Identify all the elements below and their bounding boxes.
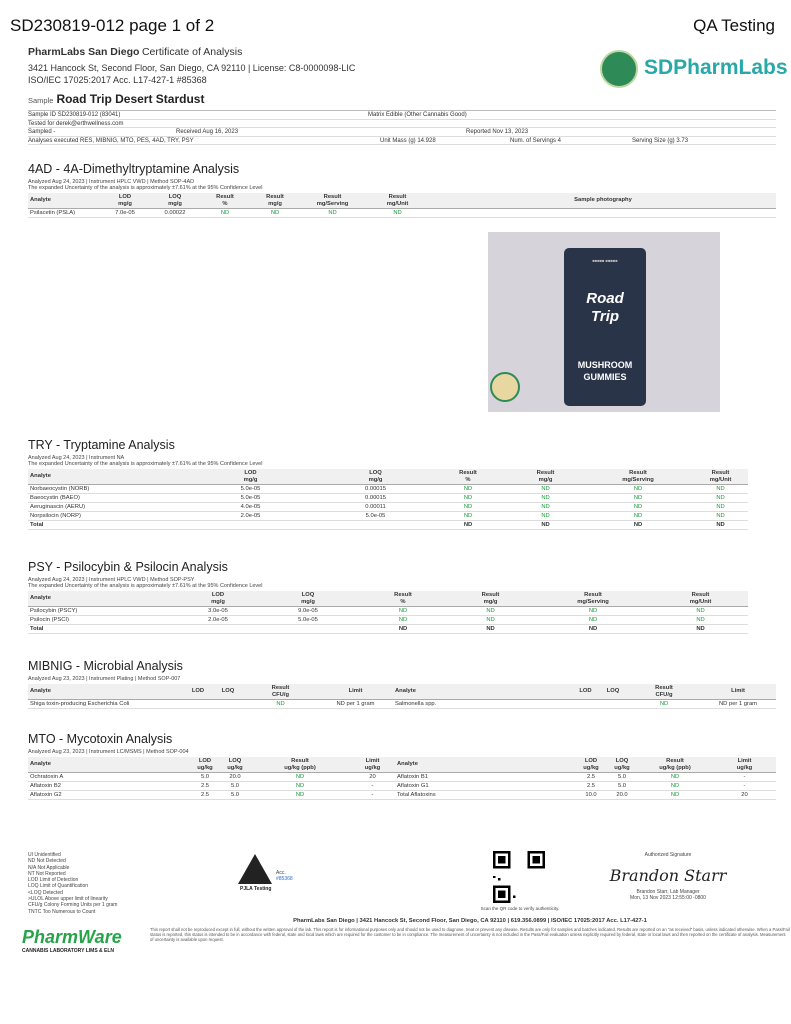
table-cell: 0.00015: [323, 494, 428, 503]
table-cell: 3.0e-05: [178, 607, 258, 616]
table-psy: [28, 591, 748, 634]
table-cell: Aflatoxin B1: [395, 773, 575, 782]
pjla-badge: [232, 852, 302, 910]
column-header: LOQ mg/g: [258, 591, 358, 607]
table-cell: 2.0e-05: [178, 512, 323, 521]
page-header: [0, 10, 791, 38]
column-header: Result mg/Serving: [583, 469, 693, 485]
column-header: Limit ug/kg: [713, 757, 776, 773]
table-row: [28, 782, 776, 791]
column-header: Limit: [700, 684, 776, 700]
legend-item: UI Unidentified: [28, 852, 61, 858]
mushroom-logo-icon: [600, 50, 638, 88]
table-row: [28, 625, 748, 634]
column-header: Result mg/g: [508, 469, 583, 485]
table-cell: ND: [508, 512, 583, 521]
table-cell: 7.0e-05: [100, 209, 150, 218]
table-cell: Psilacetin (PSLA): [28, 209, 100, 218]
table-cell: ND: [693, 521, 748, 530]
table-cell: ND: [508, 503, 583, 512]
table-cell: Aeruginascin (AERU): [28, 503, 178, 512]
table-cell: Total: [28, 521, 178, 530]
meta-unit-mass: Unit Mass (g) 14.928: [380, 137, 436, 144]
table-cell: ND: [533, 616, 653, 625]
table-cell: 20: [713, 791, 776, 800]
table-cell: 2.0e-05: [178, 616, 258, 625]
table-cell: ND: [637, 773, 713, 782]
column-header: Result ug/kg (ppb): [250, 757, 350, 773]
meta-tested-for: Tested for derek@erthwellness.com: [28, 120, 124, 127]
table-cell: 0.00015: [323, 485, 428, 494]
pharmware-name: PharmWare: [22, 927, 122, 947]
bag-line-4: GUMMIES: [583, 372, 627, 382]
table-cell: 5.0e-05: [323, 512, 428, 521]
pjla-label: PJLA Testing: [240, 886, 272, 892]
table-cell: 5.0: [190, 773, 220, 782]
table-cell: ND per 1 gram: [700, 700, 776, 709]
bag-line-1: Road: [586, 290, 624, 307]
table-cell: [258, 625, 358, 634]
table-cell: ND: [200, 209, 250, 218]
meta-reported: Reported Nov 13, 2023: [466, 129, 529, 135]
column-header: Result mg/Unit: [653, 591, 748, 607]
pjla-logo-icon: [238, 854, 272, 884]
table-try: [28, 469, 748, 530]
column-header: LOD mg/g: [178, 469, 323, 485]
table-cell: ND: [583, 494, 693, 503]
table-cell: Psilocybin (PSCY): [28, 607, 178, 616]
pjla-acc: [276, 870, 302, 882]
table-cell: [598, 700, 628, 709]
meta-sampled: Sampled -: [28, 129, 56, 135]
table-cell: ND: [693, 494, 748, 503]
lab-iso: ISO/IEC 17025:2017 Acc. L17-427-1 #85368: [28, 75, 207, 85]
qr-caption: Scan the QR code to verify authenticity.: [480, 906, 560, 911]
table-cell: -: [713, 782, 776, 791]
table-cell: ND: [533, 625, 653, 634]
signature-block: [598, 852, 738, 901]
column-header: Result mg/Unit: [693, 469, 748, 485]
table-cell: 4.0e-05: [178, 503, 323, 512]
section-title: MIBNIG - Microbial Analysis: [28, 659, 183, 673]
table-cell: 5.0: [607, 773, 637, 782]
table-cell: ND: [637, 782, 713, 791]
table-row: [28, 773, 776, 782]
table-cell: [323, 521, 428, 530]
table-cell: 5.0: [220, 791, 250, 800]
table-row: [28, 209, 776, 218]
column-header: Result ug/kg (ppb): [637, 757, 713, 773]
table-cell: ND: [428, 485, 508, 494]
table-cell: ND: [693, 485, 748, 494]
table-row: [28, 503, 748, 512]
analyzed-line: Analyzed Aug 23, 2023 | Instrument Plating | Method SOP-007: [28, 676, 181, 682]
table-cell: 5.0: [220, 782, 250, 791]
table-row: [28, 512, 748, 521]
table-cell: 0.00011: [323, 503, 428, 512]
column-header: Analyte: [393, 684, 573, 700]
table-cell: ND: [243, 700, 318, 709]
footer: [150, 918, 790, 942]
column-header: LOQ ug/kg: [607, 757, 637, 773]
doc-title: SD230819-012 page 1 of 2: [10, 16, 215, 35]
column-header: Limit: [318, 684, 393, 700]
table-cell: Psilocin (PSCI): [28, 616, 178, 625]
table-cell: [213, 700, 243, 709]
analyzed-line: Analyzed Aug 24, 2023 | Instrument NA: [28, 455, 125, 461]
table-cell: ND: [583, 512, 693, 521]
column-header: Result mg/Serving: [300, 193, 365, 209]
table-cell: ND: [250, 782, 350, 791]
table-cell: ND: [250, 791, 350, 800]
table-cell: ND: [583, 521, 693, 530]
table-cell: ND: [448, 625, 533, 634]
signed-date: Mon, 13 Nov 2023 12:55:00 -0800: [630, 895, 706, 901]
pjla-acc-label: Acc.: [276, 870, 286, 876]
column-header: Result mg/Serving: [533, 591, 653, 607]
column-header: Result %: [428, 469, 508, 485]
table-cell: ND: [428, 494, 508, 503]
sample-name: Road Trip Desert Stardust: [56, 92, 205, 106]
table-row: [28, 616, 748, 625]
column-header: LOD ug/kg: [575, 757, 607, 773]
column-header: Analyte: [28, 469, 178, 485]
table-cell: 5.0e-05: [258, 616, 358, 625]
section-4ad: [28, 162, 776, 218]
column-header: Sample photography: [430, 193, 776, 209]
table-cell: ND: [508, 521, 583, 530]
meta-sample-id: Sample ID SD230819-012 (83041): [28, 112, 121, 118]
table-cell: [183, 700, 213, 709]
table-cell: Baeocystin (BAEO): [28, 494, 178, 503]
table-cell: ND: [358, 625, 448, 634]
lab-address: 3421 Hancock St, Second Floor, San Diego, CA 92110 | License: C8-0000098-LIC: [28, 63, 356, 73]
column-header: Analyte: [28, 684, 183, 700]
table-cell: ND: [428, 521, 508, 530]
table-row: [28, 485, 748, 494]
table-cell: Salmonella spp.: [393, 700, 573, 709]
table-cell: ND: [508, 494, 583, 503]
table-cell: Ochratoxin A: [28, 773, 190, 782]
legend-item: NT Not Reported: [28, 870, 66, 877]
table-cell: Total: [28, 625, 178, 634]
column-header: Result mg/Unit: [365, 193, 430, 209]
table-cell: ND: [653, 616, 748, 625]
column-header: Analyte: [28, 193, 100, 209]
table-cell: 5.0e-05: [178, 494, 323, 503]
table-cell: ND: [428, 503, 508, 512]
uncertainty-line: The expanded Uncertainty of the analysis is approximately ±7.61% at the 95% Confidence Level: [28, 185, 263, 191]
table-cell: ND: [250, 773, 350, 782]
qr-code[interactable]: [493, 851, 545, 903]
table-cell: ND: [637, 791, 713, 800]
table-row: [28, 607, 748, 616]
table-cell: 2.5: [575, 773, 607, 782]
table-cell: Norpsilocin (NORP): [28, 512, 178, 521]
section-mto: [28, 732, 776, 800]
column-header: Result %: [200, 193, 250, 209]
sample-meta: [28, 110, 776, 145]
table-cell: -: [713, 773, 776, 782]
meta-matrix: Matrix Edible (Other Cannabis Good): [368, 112, 467, 118]
logo-text: SDPharmLabs: [644, 56, 788, 79]
column-header: Result mg/g: [448, 591, 533, 607]
pharmware-tag: CANNABIS LABORATORY LIMS & ELN: [22, 948, 115, 954]
table-cell: ND: [358, 616, 448, 625]
column-header: Result %: [358, 591, 448, 607]
lab-seal-icon: [490, 372, 520, 402]
lab-name: PharmLabs San Diego: [28, 46, 140, 58]
section-title: MTO - Mycotoxin Analysis: [28, 732, 173, 746]
legend-item: N/A Not Applicable: [28, 864, 70, 871]
table-cell: Aflatoxin G1: [395, 782, 575, 791]
table-cell: ND: [533, 607, 653, 616]
table-cell: ND: [583, 503, 693, 512]
section-title: PSY - Psilocybin & Psilocin Analysis: [28, 560, 228, 574]
table-cell: ND: [653, 607, 748, 616]
section-psy: [28, 560, 776, 634]
table-cell: 10.0: [575, 791, 607, 800]
column-header: LOQ mg/g: [150, 193, 200, 209]
legend-item: ND Not Detected: [28, 858, 66, 865]
table-mto: [28, 757, 776, 800]
table-cell: -: [350, 791, 395, 800]
table-cell: [178, 521, 323, 530]
column-header: Result CFU/g: [243, 684, 318, 700]
section-title: 4AD - 4A-Dimethyltryptamine Analysis: [28, 162, 240, 176]
sdpharmlabs-logo: [592, 48, 788, 88]
table-mib: [28, 684, 776, 709]
table-cell: 20: [350, 773, 395, 782]
table-cell: 0.00022: [150, 209, 200, 218]
column-header: LOQ: [213, 684, 243, 700]
legend-item: >ULOL Above upper limit of linearity: [28, 896, 108, 903]
table-cell: Norbaeocystin (NORB): [28, 485, 178, 494]
table-cell: ND: [653, 625, 748, 634]
footer-address: PharmLabs San Diego | 3421 Hancock St, Second Floor, San Diego, CA 92110 | 619.356.0899 | ISO/IEC 17025:2017 Acc. L17-427-1: [293, 918, 647, 924]
analyzed-line: Analyzed Aug 23, 2023 | Instrument LC/MSMS | Method SOP-004: [28, 749, 189, 755]
table-cell: [573, 700, 598, 709]
analyzed-line: Analyzed Aug 24, 2023 | Instrument HPLC VWD | Method SOP-4AD: [28, 179, 195, 185]
meta-serving-size: Serving Size (g) 3.73: [632, 137, 689, 144]
legend-item: CFU/g Colony Forming Units per 1 gram: [28, 902, 118, 909]
signature-label: Authorized Signature: [644, 852, 692, 858]
column-header: LOQ: [598, 684, 628, 700]
uncertainty-line: The expanded Uncertainty of the analysis is approximately ±7.61% at the 95% Confidence Level: [28, 583, 263, 589]
table-cell: ND: [508, 485, 583, 494]
abbreviation-legend: [28, 852, 178, 915]
table-cell: ND: [628, 700, 700, 709]
table-cell: ND: [365, 209, 430, 218]
signature-image: Brandon Starr: [609, 866, 727, 885]
table-row: [28, 791, 776, 800]
product-bag: [564, 248, 646, 406]
bag-line-2: Trip: [590, 308, 620, 325]
column-header: Limit ug/kg: [350, 757, 395, 773]
column-header: LOQ mg/g: [323, 469, 428, 485]
table-row: [28, 494, 748, 503]
bag-fineprint: ■■■■■ ■■■■■: [592, 258, 618, 263]
lab-info: [28, 46, 548, 86]
column-header: LOD ug/kg: [190, 757, 220, 773]
pharmware-logo: [22, 927, 132, 959]
section-try: [28, 438, 776, 530]
column-header: Analyte: [28, 591, 178, 607]
legend-item: <LOQ Detected: [28, 889, 63, 896]
table-cell: 9.0e-05: [258, 607, 358, 616]
table-cell: ND: [358, 607, 448, 616]
column-header: LOQ ug/kg: [220, 757, 250, 773]
column-header: LOD: [573, 684, 598, 700]
table-cell: 5.0e-05: [178, 485, 323, 494]
table-cell: Aflatoxin B2: [28, 782, 190, 791]
analyzed-line: Analyzed Aug 24, 2023 | Instrument HPLC VWD | Method SOP-PSY: [28, 577, 195, 583]
table-cell: -: [350, 782, 395, 791]
table-cell: 2.5: [575, 782, 607, 791]
table-row: [28, 700, 776, 709]
table-cell: ND per 1 gram: [318, 700, 393, 709]
uncertainty-line: The expanded Uncertainty of the analysis is approximately ±7.61% at the 95% Confidence Level: [28, 461, 263, 467]
table-cell: [178, 625, 258, 634]
section-mib: [28, 659, 776, 709]
table-cell: ND: [448, 616, 533, 625]
table-cell: 20.0: [220, 773, 250, 782]
table-cell: ND: [300, 209, 365, 218]
photo-cell: [430, 209, 776, 218]
table-4ad: [28, 193, 776, 218]
table-cell: Aflatoxin G2: [28, 791, 190, 800]
sample-title: [28, 92, 204, 106]
sample-photo: [488, 232, 720, 412]
bag-line-3: MUSHROOM: [577, 360, 633, 370]
table-cell: 5.0: [607, 782, 637, 791]
signer-name: Brandon Starr, Lab Manager: [636, 889, 700, 895]
legend-item: LOD Limit of Detection: [28, 877, 79, 884]
table-cell: ND: [693, 503, 748, 512]
table-cell: ND: [448, 607, 533, 616]
footer-disclaimer: This report shall not be reproduced except in full, without the written approval of the lab. This report is for informational purposes only and should not be used to diagnose, treat or prevent any disease. Results are only for samples and batches indicated. Results are reported on an "as received" basis, unless indicated otherwise. When a Pass/Fail status is reported, this status is intended to be in accordance with federal, state and local laws which are required for the customer to be in compliance. The measurement of uncertainty is not included in the Pass/Fail evaluation unless explicitly required by federal, state or local laws and then reported on the certificate of analysis. Measurement of uncertainty is available upon request.: [150, 927, 790, 942]
table-cell: ND: [693, 512, 748, 521]
table-cell: ND: [428, 512, 508, 521]
column-header: Result CFU/g: [628, 684, 700, 700]
table-cell: Total Aflatoxins: [395, 791, 575, 800]
meta-received: Received Aug 16, 2023: [176, 129, 239, 135]
legend-item: TNTC Too Numerous to Count: [28, 908, 96, 915]
column-header: LOD mg/g: [178, 591, 258, 607]
column-header: LOD mg/g: [100, 193, 150, 209]
table-cell: 2.5: [190, 782, 220, 791]
sample-label: Sample: [28, 96, 54, 105]
table-row: [28, 521, 748, 530]
table-cell: 2.5: [190, 791, 220, 800]
legend-item: LOQ Limit of Quantification: [28, 883, 89, 890]
table-cell: Shiga toxin-producing Escherichia Coli: [28, 700, 183, 709]
meta-analyses: Analyses executed RES, MIBNIG, MTO, PES, 4AD, TRY, PSY: [28, 137, 194, 144]
column-header: Analyte: [28, 757, 190, 773]
cert-label: Certificate of Analysis: [141, 46, 243, 58]
section-title: TRY - Tryptamine Analysis: [28, 438, 175, 452]
column-header: LOD: [183, 684, 213, 700]
pjla-acc-link[interactable]: #85368: [276, 876, 293, 882]
column-header: Analyte: [395, 757, 575, 773]
table-cell: 20.0: [607, 791, 637, 800]
meta-servings: Num. of Servings 4: [510, 137, 562, 144]
qa-label: QA Testing: [693, 16, 775, 35]
column-header: Result mg/g: [250, 193, 300, 209]
table-cell: ND: [250, 209, 300, 218]
table-cell: ND: [583, 485, 693, 494]
